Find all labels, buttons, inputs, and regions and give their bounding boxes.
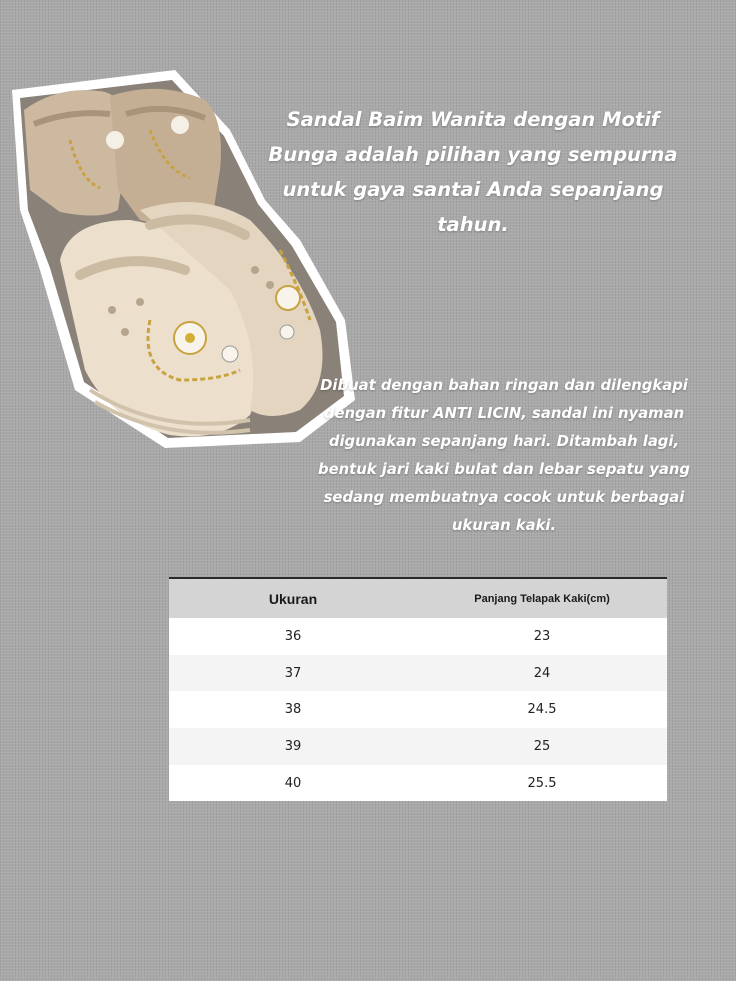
table-row: [169, 618, 667, 655]
foot-length-cell: 25: [417, 728, 667, 765]
foot-length-cell: 25.5: [527, 775, 557, 791]
size-cell: 37: [169, 655, 417, 692]
table-row: [169, 691, 667, 728]
foot-length-cell: 23: [533, 628, 551, 644]
column-header-foot-length: Panjang Telapak Kaki(cm): [417, 579, 667, 618]
column-header-size: Ukuran: [169, 579, 417, 618]
table-row: [169, 765, 667, 802]
table-row: [169, 655, 667, 692]
foot-length-cell: 24: [417, 655, 667, 692]
description-text: Dibuat dengan bahan ringan dan dilengkapi dengan fitur ANTI LICIN, sandal ini nyaman digunakan sepanjang hari. Ditambah lagi, bentuk jari kaki bulat dan lebar sepatu yang sedang membuatnya cocok untuk berbagai ukuran kaki.: [318, 377, 690, 534]
size-cell: 40: [284, 775, 302, 791]
table-header-row: [169, 579, 667, 618]
table-row: [169, 728, 667, 765]
size-cell: 36: [284, 628, 302, 644]
headline-text: Sandal Baim Wanita dengan Motif Bunga adalah pilihan yang sempurna untuk gaya santai Anda sepanjang tahun.: [268, 108, 678, 236]
size-cell: 39: [169, 728, 417, 765]
size-cell: 38: [284, 702, 302, 718]
size-chart-table: [169, 579, 667, 801]
foot-length-cell: 24.5: [527, 702, 557, 718]
